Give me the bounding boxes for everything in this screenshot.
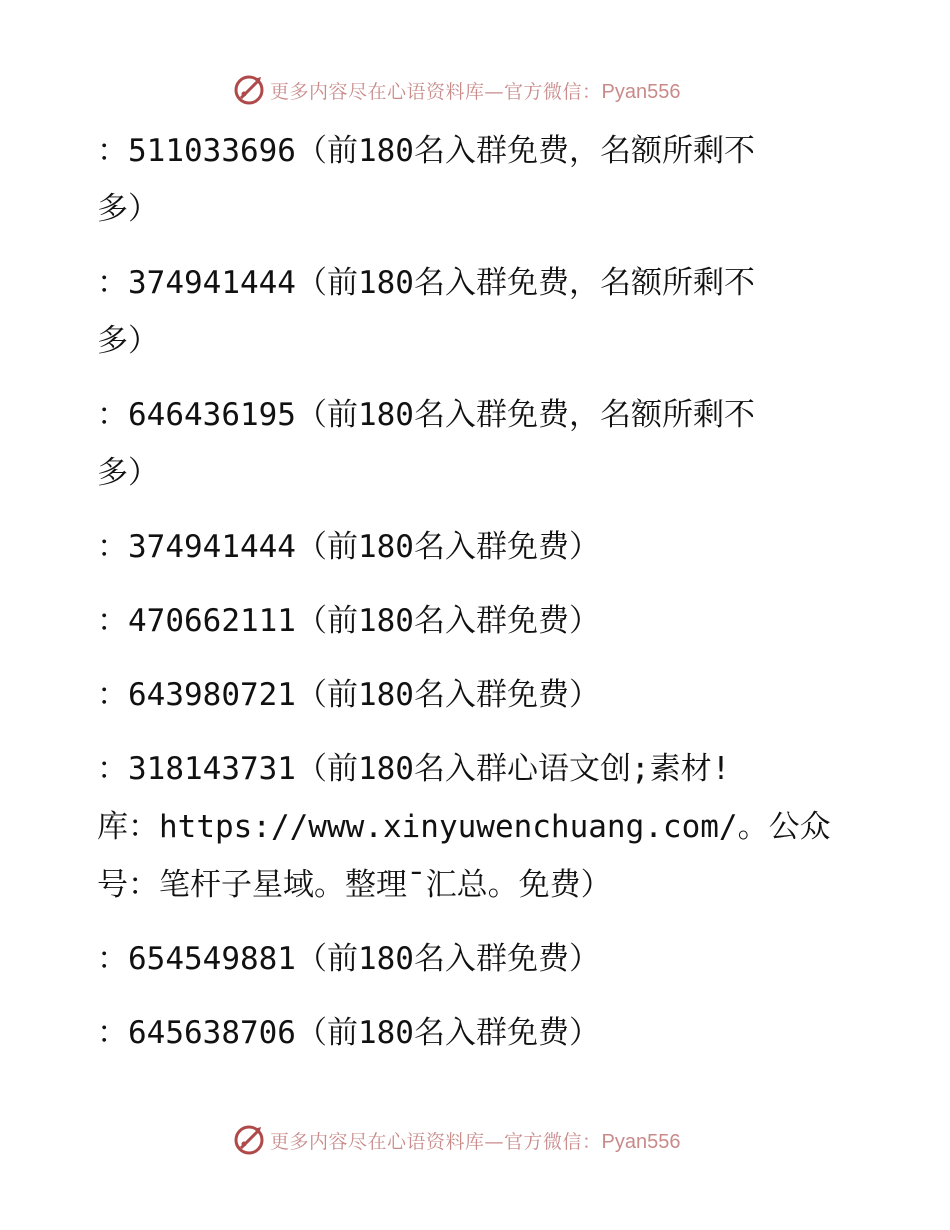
list-item bbox=[97, 740, 831, 914]
list-item bbox=[97, 122, 817, 238]
list-item bbox=[97, 386, 817, 502]
list-item-line: 多） bbox=[97, 191, 159, 227]
list-item-line: ：646436195（前180名入群免费，名额所剩不 bbox=[97, 397, 755, 433]
quill-logo-icon bbox=[232, 1123, 266, 1157]
list-item bbox=[97, 1004, 817, 1062]
list-item-line: ：318143731（前180名入群心语文创;素材! bbox=[97, 751, 731, 787]
header-watermark-text: 更多内容尽在心语资料库—官方微信：Pyan556 bbox=[270, 80, 681, 103]
list-item-line: 多） bbox=[97, 323, 159, 359]
list-item-line: ：374941444（前180名入群免费，名额所剩不 bbox=[97, 265, 755, 301]
header-wechat-handle: Pyan556 bbox=[601, 80, 681, 103]
list-item bbox=[97, 254, 817, 370]
quill-logo-icon bbox=[232, 73, 266, 107]
list-item bbox=[97, 592, 817, 650]
list-item-line: ：511033696（前180名入群免费，名额所剩不 bbox=[97, 133, 755, 169]
header-watermark bbox=[232, 71, 680, 109]
list-item-line: 多） bbox=[97, 455, 159, 491]
list-item-line: ：470662111（前180名入群免费） bbox=[97, 603, 600, 639]
list-item-line: 库：https://www.xinyuwenchuang.com/。公众 bbox=[97, 809, 831, 845]
list-item-line: ：374941444（前180名入群免费） bbox=[97, 529, 600, 565]
list-item-line: ：645638706（前180名入群免费） bbox=[97, 1015, 600, 1051]
group-list bbox=[97, 122, 831, 1062]
footer-watermark bbox=[232, 1121, 680, 1159]
list-item-line: ：643980721（前180名入群免费） bbox=[97, 677, 600, 713]
list-item bbox=[97, 518, 817, 576]
list-item-line: 号：笔杆子星域。整理¯汇总。免费） bbox=[97, 867, 612, 903]
list-item-line: ：654549881（前180名入群免费） bbox=[97, 941, 600, 977]
list-item bbox=[97, 930, 817, 988]
footer-wechat-handle: Pyan556 bbox=[601, 1130, 681, 1153]
footer-watermark-text: 更多内容尽在心语资料库—官方微信：Pyan556 bbox=[270, 1130, 681, 1153]
list-item bbox=[97, 666, 817, 724]
